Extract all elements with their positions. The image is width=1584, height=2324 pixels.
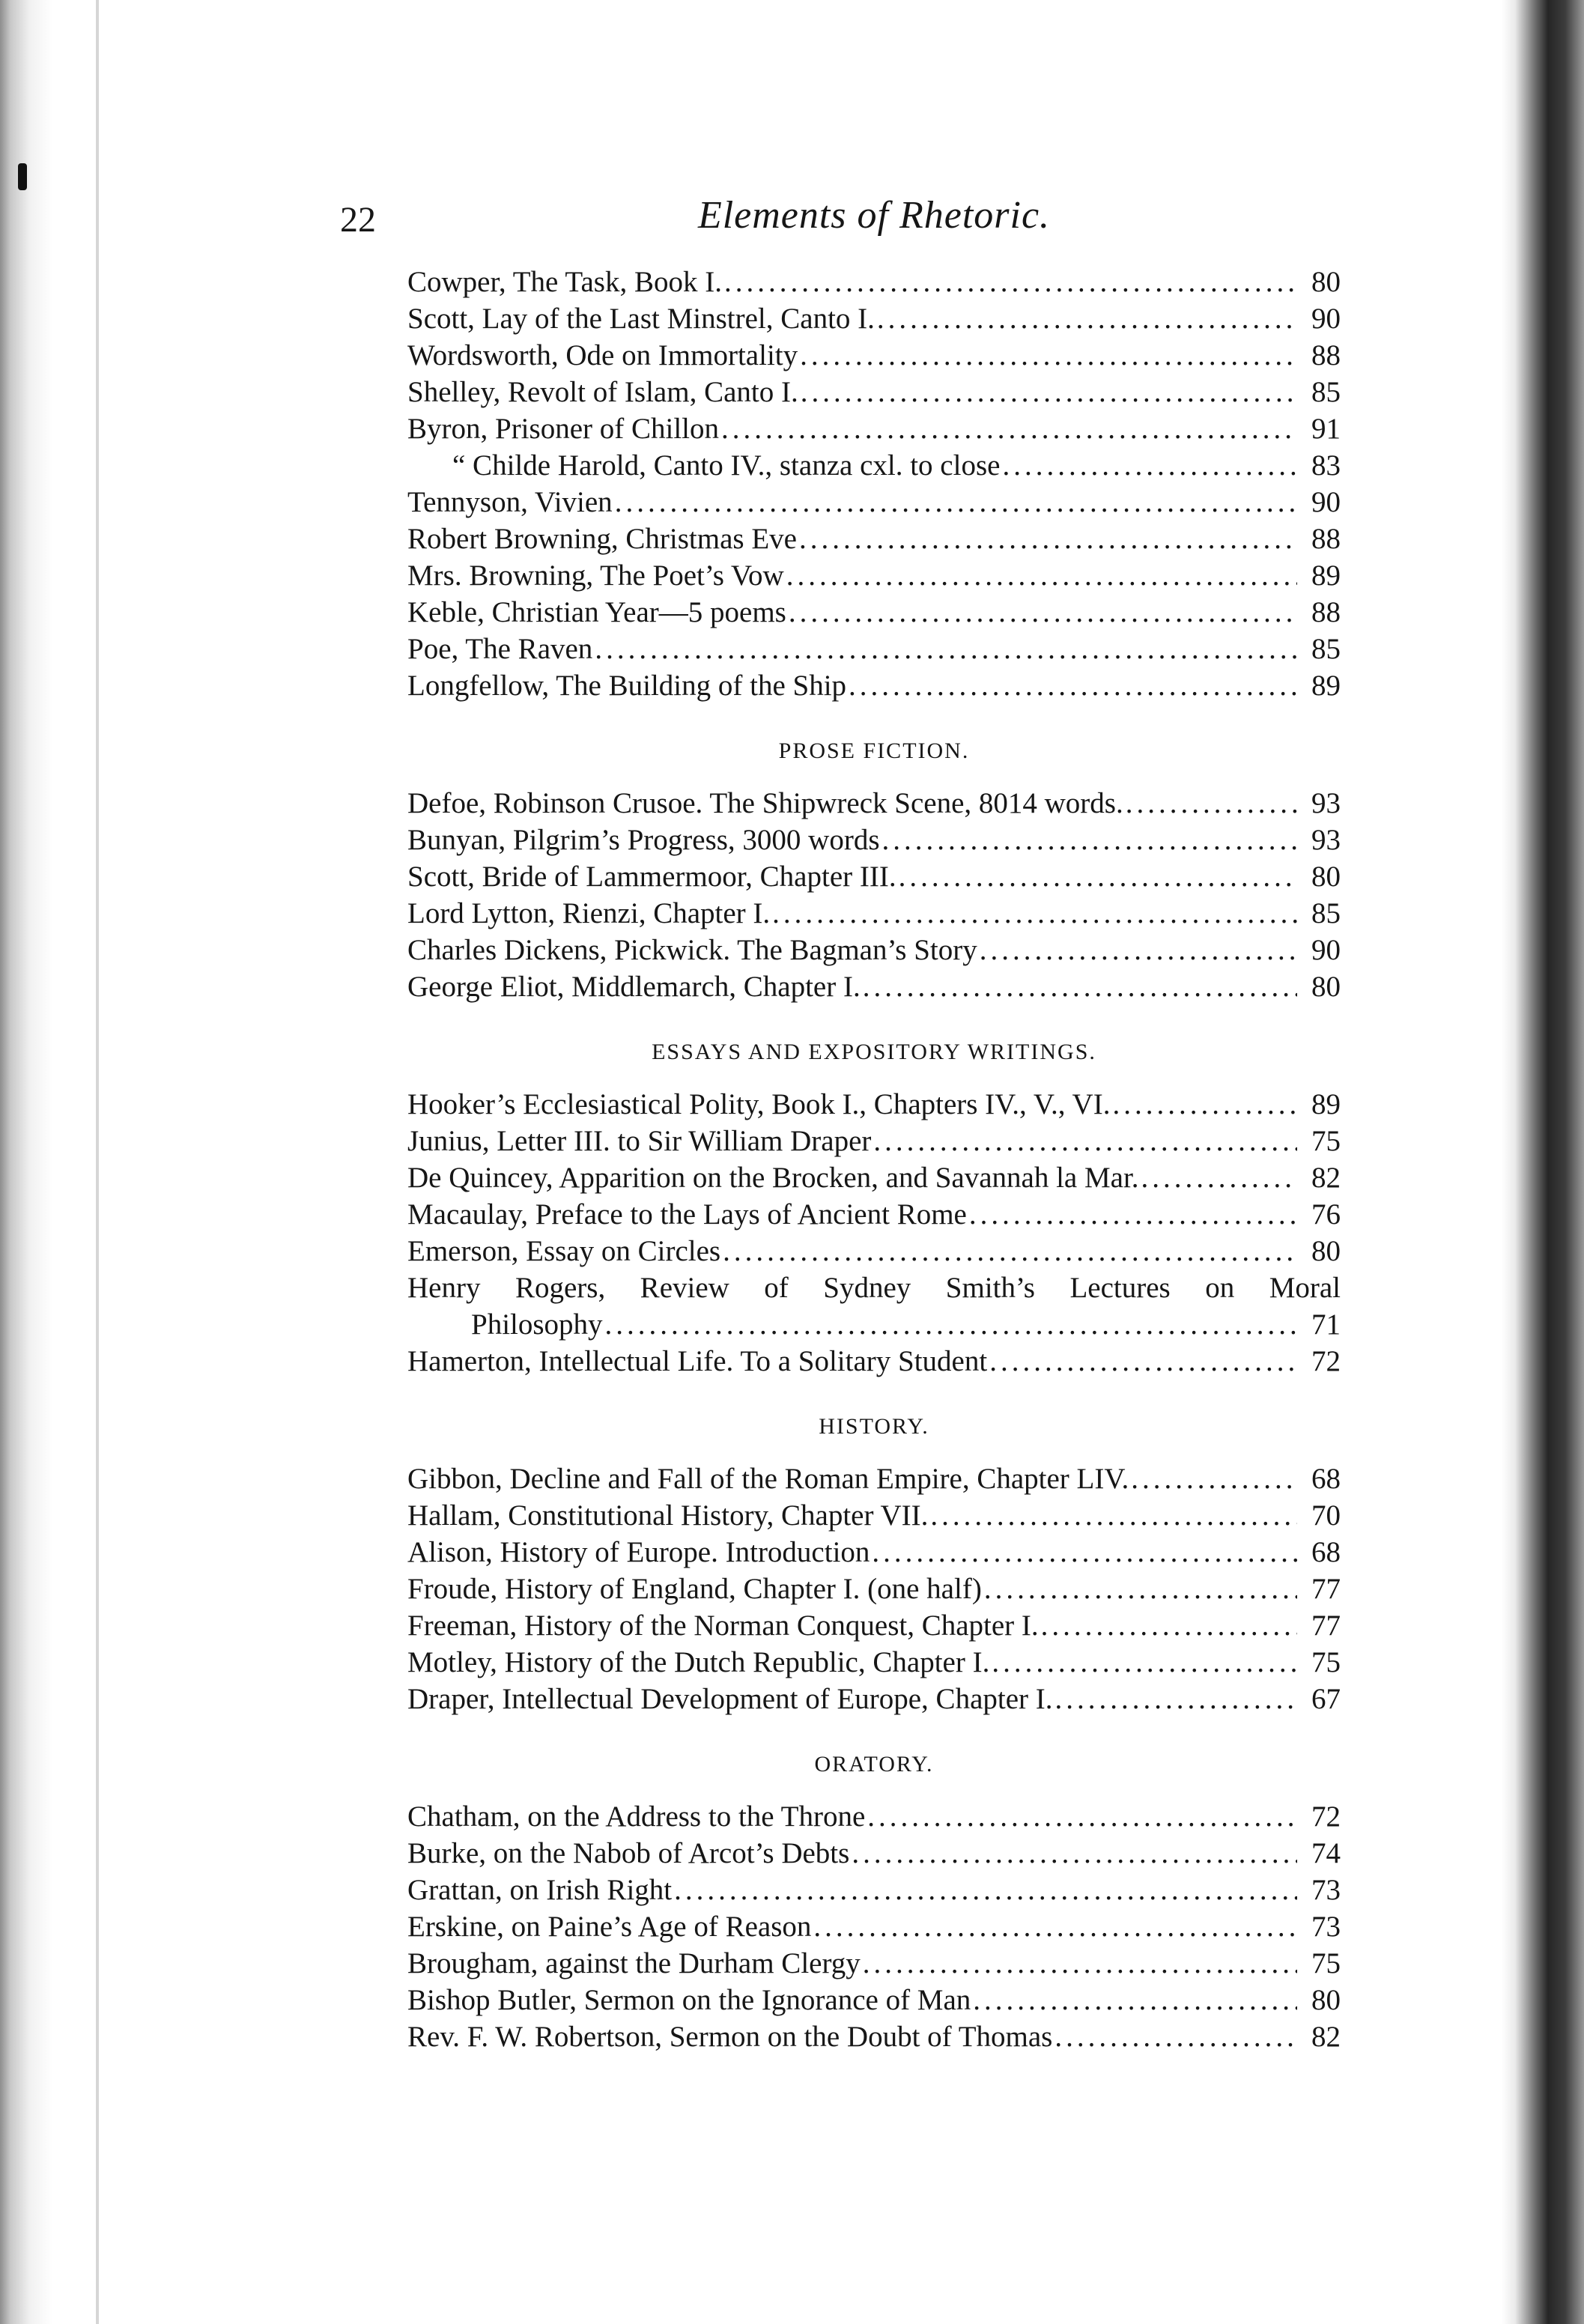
list-item: Freeman, History of the Norman Conquest, Chapter I. ..... 77 xyxy=(407,1607,1341,1644)
section-heading-history: HISTORY. xyxy=(819,1414,929,1439)
list-item: Froude, History of England, Chapter I. (one half) ..... 77 xyxy=(407,1571,1341,1607)
book-page xyxy=(340,193,1341,2090)
list-item: Shelley, Revolt of Islam, Canto I. ..... 85 xyxy=(407,374,1341,410)
list-item: Junius, Letter III. to Sir William Draper ..... 75 xyxy=(407,1123,1341,1159)
history-section xyxy=(407,1414,1341,1717)
list-item: George Eliot, Middlemarch, Chapter I. ..... 80 xyxy=(407,968,1341,1005)
list-item: Bishop Butler, Sermon on the Ignorance of Man ..... 80 xyxy=(407,1982,1341,2018)
poetry-section xyxy=(407,264,1341,704)
list-item: Mrs. Browning, The Poet’s Vow ..... 89 xyxy=(407,557,1341,594)
section-heading-essays: ESSAYS AND EXPOSITORY WRITINGS. xyxy=(652,1040,1096,1064)
section-heading-prose-fiction: PROSE FICTION. xyxy=(778,738,970,763)
section-heading-oratory: ORATORY. xyxy=(814,1752,934,1777)
list-item: Hooker’s Ecclesiastical Polity, Book I., Chapters IV., V., VI. ..... 89 xyxy=(407,1086,1341,1123)
list-item: Motley, History of the Dutch Republic, Chapter I. ..... 75 xyxy=(407,1644,1341,1681)
list-item: Byron, Prisoner of Chillon ..... 91 xyxy=(407,410,1341,447)
list-item: Scott, Lay of the Last Minstrel, Canto I. ..... 90 xyxy=(407,300,1341,337)
list-item: Rev. F. W. Robertson, Sermon on the Doubt of Thomas ..... 82 xyxy=(407,2018,1341,2055)
essays-section xyxy=(407,1040,1341,1380)
list-item: Robert Browning, Christmas Eve ..... 88 xyxy=(407,521,1341,557)
scan-binding-line xyxy=(96,0,99,2324)
list-item: Emerson, Essay on Circles ..... 80 xyxy=(407,1233,1341,1269)
list-item: Longfellow, The Building of the Ship ..... 89 xyxy=(407,667,1341,704)
list-item-continuation: Philosophy ..... 71 xyxy=(407,1306,1341,1343)
list-item: Brougham, against the Durham Clergy ..... 75 xyxy=(407,1945,1341,1982)
list-item: Bunyan, Pilgrim’s Progress, 3000 words ..... 93 xyxy=(407,822,1341,858)
list-item: “ Childe Harold, Canto IV., stanza cxl. to close ..... 83 xyxy=(407,447,1341,484)
list-item: Hamerton, Intellectual Life. To a Solitary Student ..... 72 xyxy=(407,1343,1341,1380)
scan-right-edge xyxy=(1502,0,1584,2324)
list-item: Alison, History of Europe. Introduction ..... 68 xyxy=(407,1534,1341,1571)
list-item: Cowper, The Task, Book I. ..... 80 xyxy=(407,264,1341,300)
oratory-section xyxy=(407,1752,1341,2055)
list-item: Gibbon, Decline and Fall of the Roman Empire, Chapter LIV. ..... 68 xyxy=(407,1460,1341,1497)
list-item: Charles Dickens, Pickwick. The Bagman’s Story ..... 90 xyxy=(407,932,1341,968)
running-head xyxy=(340,193,1341,253)
list-item: De Quincey, Apparition on the Brocken, and Savannah la Mar. ..... 82 xyxy=(407,1159,1341,1196)
list-item: Tennyson, Vivien ..... 90 xyxy=(407,484,1341,521)
running-title: Elements of Rhetoric. xyxy=(697,194,1051,237)
prose-fiction-section xyxy=(407,738,1341,1005)
list-item: Wordsworth, Ode on Immortality ..... 88 xyxy=(407,337,1341,374)
list-item: Keble, Christian Year—5 poems ..... 88 xyxy=(407,594,1341,631)
list-item: Hallam, Constitutional History, Chapter VII. ..... 70 xyxy=(407,1497,1341,1534)
list-item: Henry Rogers, Review of Sydney Smith’s Lectures on Moral xyxy=(407,1272,1341,1304)
list-item: Grattan, on Irish Right ..... 73 xyxy=(407,1872,1341,1908)
list-item: Poe, The Raven ..... 85 xyxy=(407,631,1341,667)
list-item: Burke, on the Nabob of Arcot’s Debts ..... 74 xyxy=(407,1835,1341,1872)
page-number: 22 xyxy=(340,200,376,240)
list-item: Macaulay, Preface to the Lays of Ancient Rome ..... 76 xyxy=(407,1196,1341,1233)
list-item: Erskine, on Paine’s Age of Reason ..... 73 xyxy=(407,1908,1341,1945)
list-item: Chatham, on the Address to the Throne ..... 72 xyxy=(407,1798,1341,1835)
scan-left-edge xyxy=(0,0,52,2324)
list-item: Lord Lytton, Rienzi, Chapter I. ..... 85 xyxy=(407,895,1341,932)
list-item: Draper, Intellectual Development of Europe, Chapter I. ..... 67 xyxy=(407,1681,1341,1717)
scan-mark xyxy=(18,163,27,190)
list-item: Scott, Bride of Lammermoor, Chapter III. ..... 80 xyxy=(407,858,1341,895)
list-item: Defoe, Robinson Crusoe. The Shipwreck Scene, 8014 words. ..... 93 xyxy=(407,785,1341,822)
